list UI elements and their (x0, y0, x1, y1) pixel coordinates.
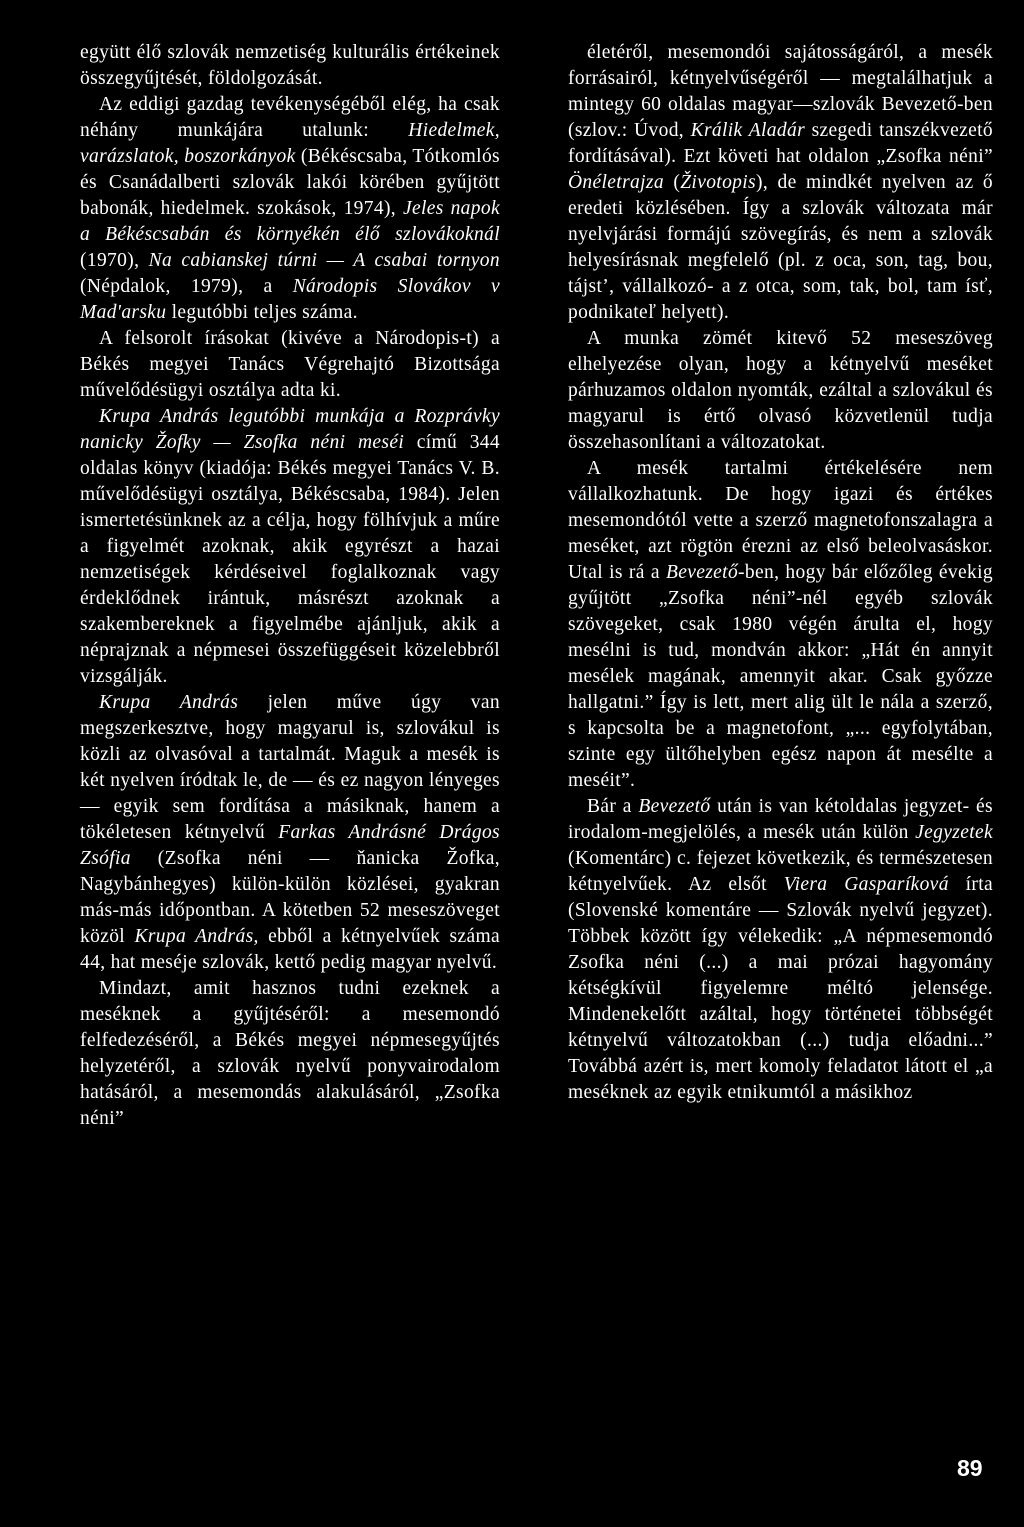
text-run: írta (Slovenské komentáre — Szlovák nyelvű jegyzet). Többek között így vélekedik: „A népmesemondó Zsofka néni (...) a mai prózai hagyomány kétségkívül figyelemre méltó jelensége. Mindenekelőtt azáltal, hogy történetei többségét kétnyelvű változatokban (...) tudja előadni...” Továbbá azért is, mert komoly feladatot látott el „a meséknek az egyik etnikumtól a másikhoz (568, 874, 993, 1103)
paragraph (80, 976, 500, 1132)
text-run: (Zsofka néni — ňanicka Žofka, Nagybánhegyes) külön-külön közlései, gyakran más-más időpontban. A kötetben 52 meseszöveget közöl (80, 848, 500, 947)
text-run: A felsorolt írásokat (kivéve a Národopis-t) a Békés megyei Tanács Végrehajtó Bizottsága művelődésügyi osztálya adta ki. (80, 328, 500, 401)
text-run: (Békéscsaba, Tótkomlós és Csanádalberti szlovák lakói körében gyűjtött babonák, hiedelmek. szokások, 1974), (80, 146, 500, 219)
italic-text: Králik Aladár (690, 120, 806, 141)
text-run: -ben, hogy bár előzőleg évekig gyűjtött „Zsofka néni”-nél egyéb szlovák szövegeket, csak 1980 végén árulta el, hogy mesélni is tud, mondván akkor: „Hát én annyit mesélek magának, amennyit akar. Csak győzze hallgatni.” Így is lett, mert alig ült le nála a szerző, s kapcsolta be a magnetofont, „... egyfolytában, szinte egy ültőhelyben egész napon át mesélte a meséit”. (568, 562, 994, 791)
text-run: (Komentárc) c. fejezet következik, és természetesen kétnyelvűek. Az elsőt (568, 848, 993, 895)
italic-text: Krupa András legutóbbi munkája a Rozprávky nanicky Žofky — Zsofka néni meséi (80, 406, 500, 453)
italic-text: Önéletrajza (568, 172, 664, 193)
text-run: A mesék tartalmi értékelésére nem vállalkozhatunk. De hogy igazi és értékes mesemondótól vette a szerző magnetofonszalagra a meséket, azt rögtön érezni az első beleolvasáskor. Utal is rá a (568, 458, 993, 583)
text-run: A munka zömét kitevő 52 meseszöveg elhelyezése olyan, hogy a kétnyelvű meséket párhuzamos oldalon nyomták, ezáltal a szlovákul és magyarul is értő olvasó közvetlenül tudja összehasonlítani a változatokat. (568, 328, 993, 453)
italic-text: Národopis Slovákov v Mad'arsku (80, 276, 501, 323)
italic-text: Jegyzetek (915, 822, 993, 843)
italic-text: Viera Gasparíková (783, 874, 949, 895)
italic-text: Bevezető (638, 796, 711, 817)
text-run: jelen műve úgy van megszerkesztve, hogy magyarul is, szlovákul is közli az olvasóval a tartalmát. Maguk a mesék is két nyelven íródtak le, de — és ez nagyon lényeges — egyik sem fordítása a másiknak, hanem a tökéletesen kétnyelvű (80, 692, 500, 843)
paragraph (568, 326, 993, 456)
text-run: (1970), (80, 250, 149, 271)
italic-text: Jeles napok a Békéscsabán és környékén élő szlovákoknál (80, 198, 500, 245)
text-run: szegedi tanszékvezető fordításával). Ezt követi hat oldalon „Zsofka néni” (568, 120, 994, 167)
paragraph (568, 40, 993, 326)
text-run: Mindazt, amit hasznos tudni ezeknek a meséknek a gyűjtéséről: a mesemondó felfedezéséről, a Békés megyei népmesegyűjtés helyzetéről, a szlovák nyelvű ponyvairodalom hatásáról, a mesemondás alakulásáról, „Zsofka néni” (80, 978, 500, 1129)
left-column (80, 40, 500, 1132)
italic-text: Bevezető (665, 562, 739, 583)
paragraph (80, 40, 500, 92)
text-run: életéről, mesemondói sajátosságáról, a mesék forrásairól, kétnyelvűségéről — megtalálhatjuk a mintegy 60 oldalas magyar—szlovák Bevezető-ben (szlov.: Úvod, (568, 42, 993, 141)
italic-text: Farkas Andrásné Drágos Zsófia (80, 822, 500, 869)
text-run: ), de mindkét nyelven az ő eredeti közlésében. Így a szlovák változata már nyelvjárási formájú szövegírás, és nem a szlovák helyesírásnak megfelelő (pl. z oca, son, tag, bou, tájst’, vállalkozó- a z otca, som, tak, bol, tam ísť, podnikateľ helyett). (568, 172, 993, 323)
italic-text: Na cabianskej túrni — A csabai tornyon (148, 250, 500, 271)
paragraph (80, 326, 500, 404)
italic-text: Hiedelmek, varázslatok, boszorkányok (80, 120, 500, 167)
paragraph (568, 794, 993, 1106)
text-run: Bár a (587, 796, 639, 817)
text-run: együtt élő szlovák nemzetiség kulturális értékeinek összegyűjtését, földolgozását. (80, 42, 500, 89)
text-run: című 344 oldalas könyv (kiadója: Békés megyei Tanács V. B. művelődésügyi osztálya, Békéscsaba, 1984). Jelen ismertetésünknek az a célja, hogy fölhívjuk a műre a figyelmét azoknak, akik egyrészt a hazai nemzetiségek kérdéseivel foglalkoznak vagy érdeklődnek irántuk, másrészt azoknak a szakembereknek a figyelmébe ajánljuk, akik a néprajznak a népmesei összefüggéseit közelebbről vizsgálják. (80, 432, 501, 687)
paragraph (80, 404, 500, 690)
text-run: Az eddigi gazdag tevékenységéből elég, ha csak néhány munkájára utalunk: (80, 94, 500, 141)
text-run: legutóbbi teljes száma. (166, 302, 358, 323)
italic-text: Krupa András, (134, 926, 259, 947)
page-number: 89 (957, 1455, 983, 1481)
text-run: ebből a kétnyelvűek száma 44, hat meséje szlovák, kettő pedig magyar nyelvű. (80, 926, 500, 973)
text-run: (Népdalok, 1979), a (80, 276, 293, 297)
paragraph (80, 92, 500, 326)
paragraph (568, 456, 993, 794)
text-run: ( (663, 172, 681, 193)
italic-text: Životopis (680, 172, 756, 193)
italic-text: Krupa András (99, 692, 239, 713)
paragraph (80, 690, 500, 976)
right-column (568, 40, 993, 1106)
text-run: után is van kétoldalas jegyzet- és irodalom-megjelölés, a mesék után külön (568, 796, 993, 843)
